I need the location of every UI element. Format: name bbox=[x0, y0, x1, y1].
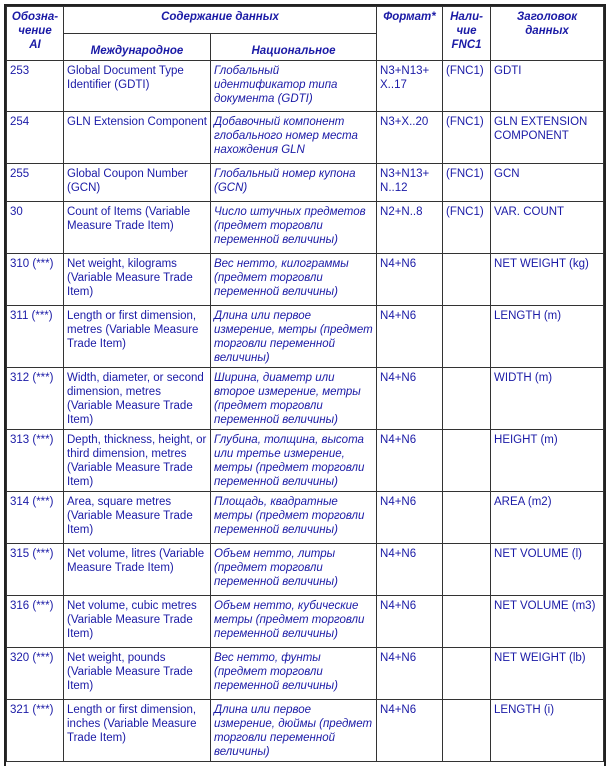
international-cell: Global Document Type Identifier (GDTI) bbox=[64, 61, 211, 112]
format-cell: N4+N6 bbox=[377, 492, 443, 544]
table-body bbox=[7, 61, 604, 762]
national-cell: Вес нетто, фунты (предмет торговли переменной величины) bbox=[211, 648, 377, 700]
fnc1-cell bbox=[443, 368, 491, 430]
national-cell: Ширина, диаметр или второе измерение, метры (предмет торговли переменной величины) bbox=[211, 368, 377, 430]
national-cell: Число штучных предметов (предмет торговли переменной величины) bbox=[211, 202, 377, 254]
ai-cell: 311 (***) bbox=[7, 306, 64, 368]
international-cell: Length or first dimension, metres (Variable Measure Trade Item) bbox=[64, 306, 211, 368]
national-cell: Глубина, толщина, высота или третье измерение, метры (предмет торговли переменной величины) bbox=[211, 430, 377, 492]
table-row bbox=[7, 164, 604, 202]
table-row bbox=[7, 648, 604, 700]
national-cell: Длина или первое измерение, дюймы (предмет торговли переменной величины) bbox=[211, 700, 377, 762]
national-cell: Объем нетто, литры (предмет торговли переменной величины) bbox=[211, 544, 377, 596]
table-row bbox=[7, 112, 604, 164]
national-cell: Площадь, квадратные метры (предмет торговли переменной величины) bbox=[211, 492, 377, 544]
ai-table bbox=[6, 6, 604, 762]
data-title-cell: GCN bbox=[491, 164, 604, 202]
header-data-title: Заголовок данных bbox=[491, 7, 604, 61]
ai-cell: 30 bbox=[7, 202, 64, 254]
national-cell: Глобальный идентификатор типа документа (GDTI) bbox=[211, 61, 377, 112]
data-title-cell: AREA (m2) bbox=[491, 492, 604, 544]
international-cell: Width, diameter, or second dimension, metres (Variable Measure Trade Item) bbox=[64, 368, 211, 430]
fnc1-cell: (FNC1) bbox=[443, 61, 491, 112]
international-cell: GLN Extension Component bbox=[64, 112, 211, 164]
ai-cell: 254 bbox=[7, 112, 64, 164]
header-format: Формат* bbox=[377, 7, 443, 61]
table-row bbox=[7, 544, 604, 596]
data-title-cell: HEIGHT (m) bbox=[491, 430, 604, 492]
national-cell: Глобальный номер купона (GCN) bbox=[211, 164, 377, 202]
international-cell: Area, square metres (Variable Measure Trade Item) bbox=[64, 492, 211, 544]
header-fnc1: Нали- чие FNC1 bbox=[443, 7, 491, 61]
fnc1-cell bbox=[443, 648, 491, 700]
format-cell: N4+N6 bbox=[377, 544, 443, 596]
ai-cell: 315 (***) bbox=[7, 544, 64, 596]
national-cell: Добавочный компонент глобального номер места нахождения GLN bbox=[211, 112, 377, 164]
format-cell: N4+N6 bbox=[377, 306, 443, 368]
fnc1-cell: (FNC1) bbox=[443, 202, 491, 254]
table-row bbox=[7, 430, 604, 492]
table-row bbox=[7, 202, 604, 254]
international-cell: Net weight, kilograms (Variable Measure Trade Item) bbox=[64, 254, 211, 306]
table-row bbox=[7, 700, 604, 762]
ai-table-frame bbox=[4, 4, 606, 766]
ai-cell: 312 (***) bbox=[7, 368, 64, 430]
data-title-cell: NET WEIGHT (lb) bbox=[491, 648, 604, 700]
table-row bbox=[7, 254, 604, 306]
format-cell: N4+N6 bbox=[377, 700, 443, 762]
fnc1-cell bbox=[443, 544, 491, 596]
ai-cell: 310 (***) bbox=[7, 254, 64, 306]
table-row bbox=[7, 492, 604, 544]
header-national: Национальное bbox=[211, 34, 377, 61]
international-cell: Length or first dimension, inches (Variable Measure Trade Item) bbox=[64, 700, 211, 762]
ai-cell: 313 (***) bbox=[7, 430, 64, 492]
ai-cell: 253 bbox=[7, 61, 64, 112]
table-row bbox=[7, 306, 604, 368]
header-international: Международное bbox=[64, 34, 211, 61]
format-cell: N4+N6 bbox=[377, 430, 443, 492]
data-title-cell: NET VOLUME (l) bbox=[491, 544, 604, 596]
table-row bbox=[7, 368, 604, 430]
fnc1-cell bbox=[443, 596, 491, 648]
format-cell: N3+X..20 bbox=[377, 112, 443, 164]
fnc1-cell: (FNC1) bbox=[443, 164, 491, 202]
ai-cell: 255 bbox=[7, 164, 64, 202]
fnc1-cell bbox=[443, 700, 491, 762]
data-title-cell: VAR. COUNT bbox=[491, 202, 604, 254]
header-content: Содержание данных bbox=[64, 7, 377, 34]
international-cell: Net weight, pounds (Variable Measure Trade Item) bbox=[64, 648, 211, 700]
format-cell: N3+N13+ X..17 bbox=[377, 61, 443, 112]
ai-cell: 316 (***) bbox=[7, 596, 64, 648]
international-cell: Depth, thickness, height, or third dimension, metres (Variable Measure Trade Item) bbox=[64, 430, 211, 492]
data-title-cell: LENGTH (i) bbox=[491, 700, 604, 762]
ai-cell: 321 (***) bbox=[7, 700, 64, 762]
international-cell: Global Coupon Number (GCN) bbox=[64, 164, 211, 202]
fnc1-cell bbox=[443, 306, 491, 368]
ai-cell: 314 (***) bbox=[7, 492, 64, 544]
international-cell: Count of Items (Variable Measure Trade Item) bbox=[64, 202, 211, 254]
format-cell: N3+N13+ N..12 bbox=[377, 164, 443, 202]
format-cell: N4+N6 bbox=[377, 368, 443, 430]
data-title-cell: WIDTH (m) bbox=[491, 368, 604, 430]
data-title-cell: GDTI bbox=[491, 61, 604, 112]
national-cell: Длина или первое измерение, метры (предмет торговли переменной величины) bbox=[211, 306, 377, 368]
format-cell: N4+N6 bbox=[377, 596, 443, 648]
fnc1-cell bbox=[443, 430, 491, 492]
data-title-cell: GLN EXTENSION COMPONENT bbox=[491, 112, 604, 164]
format-cell: N4+N6 bbox=[377, 648, 443, 700]
table-row bbox=[7, 61, 604, 112]
data-title-cell: LENGTH (m) bbox=[491, 306, 604, 368]
format-cell: N2+N..8 bbox=[377, 202, 443, 254]
fnc1-cell bbox=[443, 254, 491, 306]
fnc1-cell: (FNC1) bbox=[443, 112, 491, 164]
international-cell: Net volume, litres (Variable Measure Trade Item) bbox=[64, 544, 211, 596]
data-title-cell: NET WEIGHT (kg) bbox=[491, 254, 604, 306]
header-ai: Обозна- чение AI bbox=[7, 7, 64, 61]
ai-cell: 320 (***) bbox=[7, 648, 64, 700]
table-header bbox=[7, 7, 604, 61]
format-cell: N4+N6 bbox=[377, 254, 443, 306]
fnc1-cell bbox=[443, 492, 491, 544]
table-row bbox=[7, 596, 604, 648]
national-cell: Объем нетто, кубические метры (предмет торговли переменной величины) bbox=[211, 596, 377, 648]
data-title-cell: NET VOLUME (m3) bbox=[491, 596, 604, 648]
international-cell: Net volume, cubic metres (Variable Measure Trade Item) bbox=[64, 596, 211, 648]
national-cell: Вес нетто, килограммы (предмет торговли переменной величины) bbox=[211, 254, 377, 306]
